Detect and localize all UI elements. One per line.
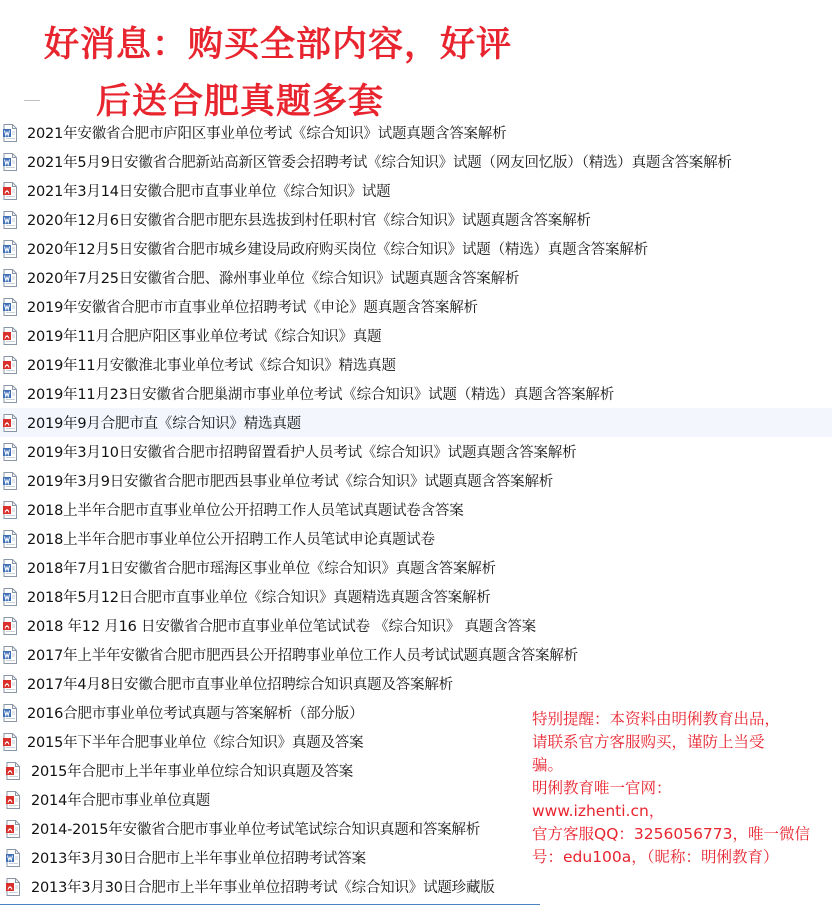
file-row[interactable] [0, 669, 832, 698]
file-row[interactable] [0, 495, 832, 524]
pdf-file-icon [3, 733, 17, 751]
pdf-file-icon [3, 501, 17, 519]
pdf-file-icon [6, 791, 20, 809]
file-row[interactable] [0, 640, 832, 669]
notice-line: 官方客服QQ：3256056773，唯一微信 [532, 825, 811, 843]
word-file-icon [3, 211, 17, 229]
word-file-icon [3, 704, 17, 722]
file-name: 2018上半年合肥市直事业单位公开招聘工作人员笔试真题试卷含答案 [27, 503, 464, 519]
file-name: 2018年7月1日安徽省合肥市瑶海区事业单位《综合知识》真题含答案解析 [27, 561, 496, 577]
word-file-icon [3, 153, 17, 171]
file-name: 2019年11月合肥庐阳区事业单位考试《综合知识》真题 [27, 329, 382, 345]
file-row[interactable] [0, 118, 832, 147]
file-row[interactable] [0, 553, 832, 582]
promo-banner-line-1: 好消息：购买全部内容，好评 [44, 25, 513, 65]
file-name: 2017年上半年安徽省合肥市肥西县公开招聘事业单位工作人员考试试题真题含答案解析 [27, 648, 578, 664]
file-name: 2020年7月25日安徽省合肥、滁州事业单位《综合知识》试题真题含答案解析 [27, 271, 520, 287]
file-name: 2021年安徽省合肥市庐阳区事业单位考试《综合知识》试题真题含答案解析 [27, 126, 507, 142]
notice-line: 请联系官方客服购买，谨防上当受 [532, 733, 765, 751]
file-row[interactable] [0, 379, 832, 408]
file-name: 2013年3月30日合肥市上半年事业单位招聘考试《综合知识》试题珍藏版 [31, 880, 495, 896]
file-name: 2013年3月30日合肥市上半年事业单位招聘考试答案 [31, 851, 366, 867]
file-row[interactable] [0, 582, 832, 611]
file-row[interactable] [0, 292, 832, 321]
promo-banner-line-2: 后送合肥真题多套 [96, 82, 385, 122]
word-file-icon [6, 849, 20, 867]
word-file-icon [3, 240, 17, 258]
file-row[interactable] [0, 350, 832, 379]
word-file-icon [3, 269, 17, 287]
file-name: 2019年安徽省合肥市市直事业单位招聘考试《申论》题真题含答案解析 [27, 300, 478, 316]
file-name: 2019年9月合肥市直《综合知识》精选真题 [27, 416, 301, 432]
word-file-icon [3, 559, 17, 577]
pdf-file-icon [6, 878, 20, 896]
promo-banner [0, 0, 832, 122]
notice-line: 特别提醒：本资料由明俐教育出品， [532, 710, 781, 728]
word-file-icon [3, 646, 17, 664]
file-name: 2018上半年合肥市事业单位公开招聘工作人员笔试申论真题试卷 [27, 532, 435, 548]
file-row[interactable] [0, 611, 832, 640]
pdf-file-icon [6, 820, 20, 838]
file-row[interactable] [0, 524, 832, 553]
pdf-file-icon [6, 762, 20, 780]
notice-website[interactable]: www.izhenti.cn， [532, 802, 665, 820]
file-name: 2019年3月9日安徽省合肥市肥西县事业单位考试《综合知识》试题真题含答案解析 [27, 474, 554, 490]
file-name: 2016合肥市事业单位考试真题与答案解析（部分版） [27, 706, 364, 722]
word-file-icon [3, 298, 17, 316]
notice-line: 骗。 [532, 756, 564, 774]
file-name: 2019年11月23日安徽省合肥巢湖市事业单位考试《综合知识》试题（精选）真题含答案解析 [27, 387, 614, 403]
warning-notice [532, 708, 828, 869]
file-row[interactable] [0, 408, 832, 437]
file-row[interactable] [0, 147, 832, 176]
file-name: 2020年12月5日安徽省合肥市城乡建设局政府购买岗位《综合知识》试题（精选）真题含答案解析 [27, 242, 648, 258]
file-name: 2014年合肥市事业单位真题 [31, 793, 211, 809]
word-file-icon [3, 530, 17, 548]
list-bottom-border [0, 904, 540, 905]
file-row[interactable] [0, 466, 832, 495]
notice-line: 明俐教育唯一官网： [532, 779, 672, 797]
file-row[interactable] [0, 437, 832, 466]
word-file-icon [3, 588, 17, 606]
word-file-icon [3, 472, 17, 490]
file-row[interactable] [0, 205, 832, 234]
file-name: 2017年4月8日安徽合肥市直事业单位招聘综合知识真题及答案解析 [27, 677, 453, 693]
file-name: 2018 年12 月16 日安徽省合肥市直事业单位笔试试卷 《综合知识》 真题含答案 [27, 619, 536, 635]
pdf-file-icon [3, 182, 17, 200]
pdf-file-icon [3, 675, 17, 693]
pdf-file-icon [3, 356, 17, 374]
file-row[interactable] [0, 321, 832, 350]
file-row[interactable] [0, 872, 832, 901]
word-file-icon [3, 443, 17, 461]
file-name: 2021年3月14日安徽合肥市直事业单位《综合知识》试题 [27, 184, 391, 200]
pdf-file-icon [3, 327, 17, 345]
separator-mark [24, 100, 40, 107]
file-name: 2015年合肥市上半年事业单位综合知识真题及答案 [31, 764, 354, 780]
file-row[interactable] [0, 234, 832, 263]
word-file-icon [3, 385, 17, 403]
notice-line: 号：edu100a，（昵称：明俐教育） [532, 848, 779, 866]
file-name: 2015年下半年合肥事业单位《综合知识》真题及答案 [27, 735, 364, 751]
pdf-file-icon [3, 617, 17, 635]
file-row[interactable] [0, 176, 832, 205]
file-name: 2018年5月12日合肥市直事业单位《综合知识》真题精选真题含答案解析 [27, 590, 491, 606]
pdf-file-icon [3, 414, 17, 432]
file-name: 2014-2015年安徽省合肥市事业单位考试笔试综合知识真题和答案解析 [31, 822, 481, 838]
file-name: 2019年11月安徽淮北事业单位考试《综合知识》精选真题 [27, 358, 396, 374]
file-name: 2019年3月10日安徽省合肥市招聘留置看护人员考试《综合知识》试题真题含答案解析 [27, 445, 577, 461]
file-row[interactable] [0, 263, 832, 292]
word-file-icon [3, 124, 17, 142]
file-name: 2021年5月9日安徽省合肥新站高新区管委会招聘考试《综合知识》试题（网友回忆版）（精选）真题含答案解析 [27, 155, 732, 171]
file-name: 2020年12月6日安徽省合肥市肥东县选拔到村任职村官《综合知识》试题真题含答案解析 [27, 213, 591, 229]
